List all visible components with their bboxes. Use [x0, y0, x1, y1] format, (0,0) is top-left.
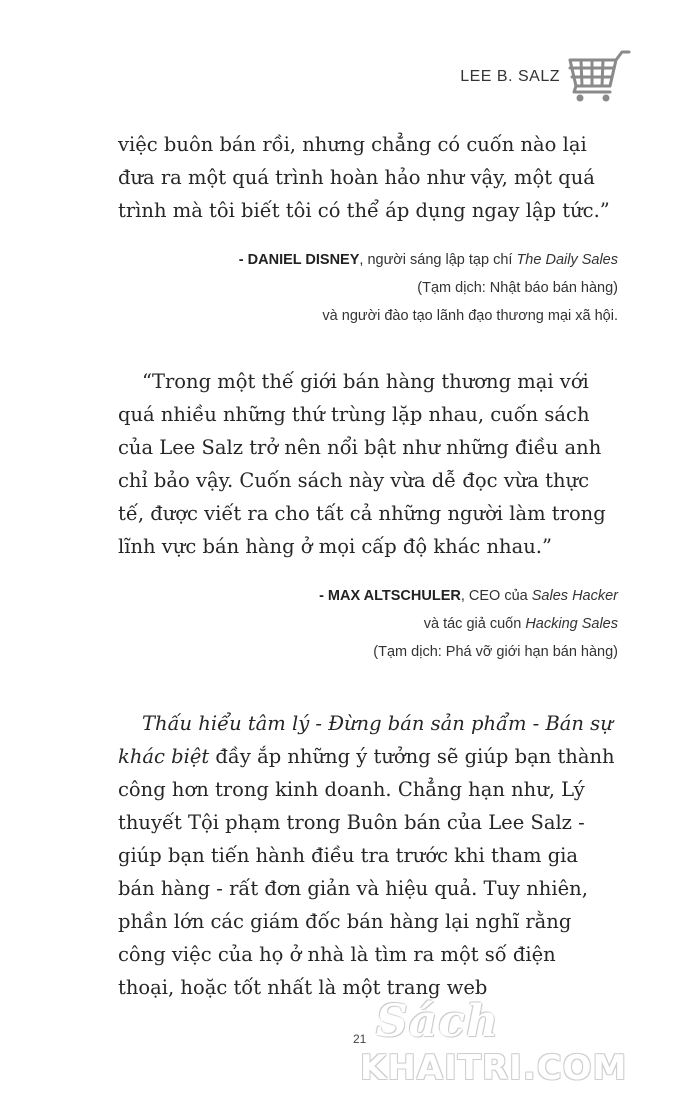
attribution-name: - DANIEL DISNEY: [238, 252, 360, 268]
company-name: Sales Hacker: [531, 588, 618, 604]
attribution-line: [319, 582, 618, 610]
attribution-line: [319, 610, 618, 638]
attribution-line: [239, 246, 618, 274]
attribution-line: (Tạm dịch: Nhật báo bán hàng): [417, 280, 618, 296]
book-title: Thấu hiểu tâm lý - Đừng bán sản phẩm - Bán sự khác biệt: [118, 712, 613, 768]
attribution-line: và người đào tạo lãnh đạo thương mại xã hội.: [322, 308, 618, 324]
attribution-role: , CEO của: [460, 588, 532, 604]
watermark-script: Sách: [376, 996, 500, 1047]
body-text: đầy ắp những ý tưởng sẽ giúp bạn thành công hơn trong kinh doanh. Chẳng hạn như, Lý thuyết Tội phạm trong Buôn bán của Lee Salz - giúp bạn tiến hành điều tra trước khi tham gia bán hàng - rất đơn giản và hiệu quả. Tuy nhiên, phần lớn các giám đốc bán hàng lại nghĩ rằng công việc của họ ở nhà là tìm ra một số điện thoại, hoặc tốt nhất là một trang web: [118, 745, 615, 999]
book-title: Hacking Sales: [525, 616, 618, 632]
quote-1-attribution: [239, 246, 618, 330]
body-paragraph: [118, 707, 618, 1004]
shopping-cart-icon: [566, 48, 632, 104]
running-header-author: LEE B. SALZ: [460, 68, 560, 85]
quote-paragraph-2: “Trong một thế giới bán hàng thương mại với quá nhiều những thứ trùng lặp nhau, cuốn sách của Lee Salz trở nên nổi bật như những điều anh chỉ bảo vậy. Cuốn sách này vừa dễ đọc vừa thực tế, được viết ra cho tất cả những người làm trong lĩnh vực bán hàng ở mọi cấp độ khác nhau.”: [118, 370, 606, 558]
attribution-line: (Tạm dịch: Phá vỡ giới hạn bán hàng): [373, 644, 618, 660]
watermark-site: KHAITRI.COM: [360, 1048, 628, 1088]
publication-title: The Daily Sales: [516, 252, 618, 268]
attribution-role: và tác giả cuốn: [423, 616, 526, 632]
attribution-name: - MAX ALTSCHULER: [319, 588, 461, 604]
quote-2-attribution: [319, 582, 618, 666]
attribution-role: , người sáng lập tạp chí: [359, 252, 517, 268]
quote-paragraph-1: việc buôn bán rồi, nhưng chẳng có cuốn nào lại đưa ra một quá trình hoàn hảo như vậy, một quá trình mà tôi biết tôi có thể áp dụng ngay lập tức.”: [118, 133, 610, 222]
page-number: 21: [353, 1032, 367, 1046]
